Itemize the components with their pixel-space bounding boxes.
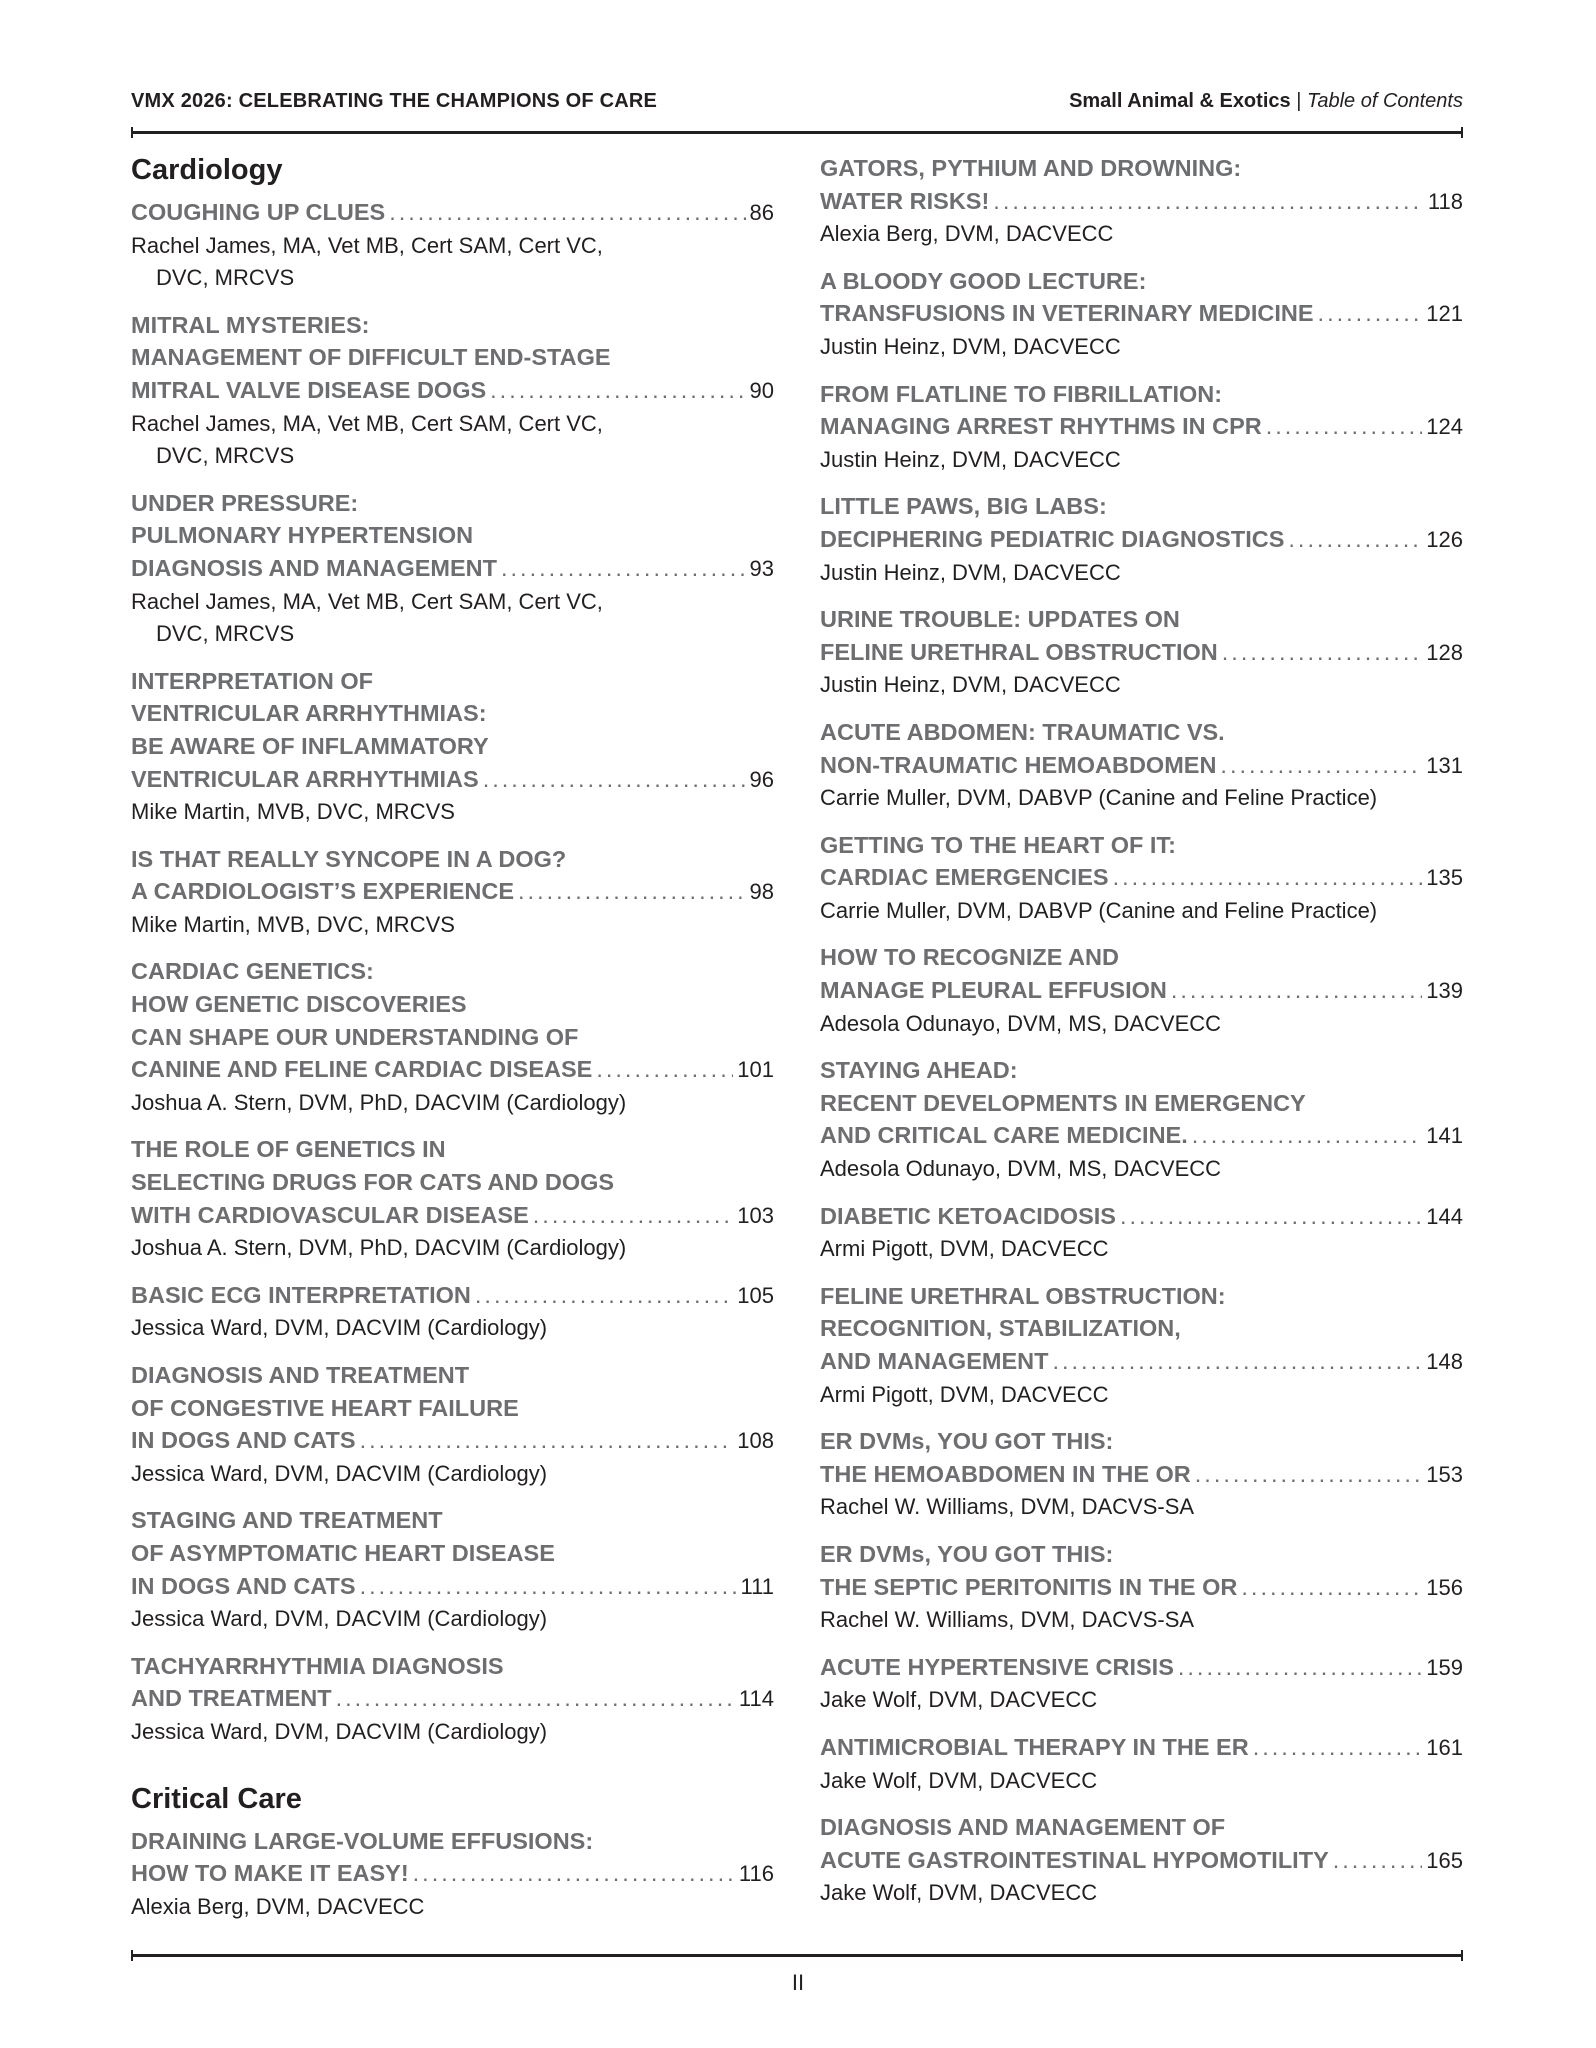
entry-author: DVC, MRCVS — [156, 621, 295, 647]
toc-entry[interactable] — [820, 603, 1463, 702]
toc-entry[interactable] — [820, 490, 1463, 589]
entry-title-text: LITTLE PAWS, BIG LABS: — [820, 493, 1107, 520]
toc-entry[interactable] — [820, 1651, 1463, 1717]
entry-title-text: DRAINING LARGE-VOLUME EFFUSIONS: — [131, 1827, 594, 1854]
publication-title: VMX 2026: CELEBRATING THE CHAMPIONS OF CARE — [131, 90, 658, 112]
page-number-ref[interactable]: 98 — [749, 879, 774, 905]
page-number-ref[interactable]: 131 — [1426, 752, 1463, 778]
dot-leader — [1222, 636, 1423, 669]
entry-title-line — [131, 196, 774, 230]
entry-title-line — [820, 603, 1463, 636]
entry-title-line — [131, 1504, 774, 1537]
entry-title-line — [820, 265, 1463, 298]
entry-title-text: AND MANAGEMENT — [820, 1348, 1049, 1374]
entry-title-text: ER DVMs, YOU GOT THIS: — [820, 1428, 1114, 1455]
entry-title-text: MANAGING ARREST RHYTHMS IN CPR — [820, 413, 1262, 440]
entry-title-text: DIAGNOSIS AND MANAGEMENT OF — [820, 1814, 1226, 1841]
entry-title-line — [820, 1087, 1463, 1120]
toc-entry[interactable] — [131, 309, 774, 473]
entry-author: Rachel James, MA, Vet MB, Cert SAM, Cert VC, — [131, 588, 603, 614]
entry-title-line — [820, 1054, 1463, 1087]
toc-entry[interactable] — [820, 1054, 1463, 1185]
entry-title-line — [131, 875, 774, 909]
entry-title-line — [820, 1651, 1463, 1685]
page-number-ref[interactable]: 108 — [737, 1428, 774, 1454]
entry-author: Jake Wolf, DVM, DACVECC — [820, 1687, 1098, 1713]
entry-author: Rachel James, MA, Vet MB, Cert SAM, Cert VC, — [131, 410, 603, 436]
entry-title-text: THE SEPTIC PERITONITIS IN THE OR — [820, 1573, 1238, 1600]
toc-entry[interactable] — [131, 1650, 774, 1749]
entry-title-line — [131, 697, 774, 730]
entry-title-text: AND CRITICAL CARE MEDICINE. — [820, 1122, 1188, 1149]
entry-author: Justin Heinz, DVM, DACVECC — [820, 559, 1121, 585]
toc-entry[interactable] — [820, 716, 1463, 815]
entry-title-line — [131, 955, 774, 988]
entry-title-line — [131, 341, 774, 374]
entry-title-line — [131, 1021, 774, 1054]
entry-title-text: ER DVMs, YOU GOT THIS: — [820, 1540, 1114, 1567]
dot-leader — [518, 875, 746, 908]
page-number-ref[interactable]: 90 — [749, 377, 774, 403]
header-rule — [131, 131, 1463, 134]
page-number-ref[interactable]: 128 — [1426, 639, 1463, 665]
entry-title-line — [820, 716, 1463, 749]
entry-title-line — [131, 309, 774, 342]
entry-title-text: CARDIAC GENETICS: — [131, 958, 374, 985]
entry-title-text: MANAGE PLEURAL EFFUSION — [820, 977, 1167, 1004]
page-number-ref[interactable]: 141 — [1426, 1123, 1463, 1149]
toc-entry[interactable] — [131, 1279, 774, 1345]
toc-entry[interactable] — [820, 1811, 1463, 1910]
page-number-ref[interactable]: 156 — [1426, 1574, 1463, 1600]
dot-leader — [1288, 523, 1422, 556]
entry-title-text: GATORS, PYTHIUM AND DROWNING: — [820, 155, 1242, 181]
entry-title-line — [131, 1537, 774, 1570]
page-number-ref[interactable]: 153 — [1426, 1461, 1463, 1487]
entry-title-line — [820, 410, 1463, 444]
dot-leader — [1195, 1458, 1423, 1491]
entry-author: DVC, MRCVS — [156, 443, 295, 469]
toc-entry[interactable] — [131, 665, 774, 829]
toc-entry[interactable] — [131, 1825, 774, 1924]
toc-entry[interactable] — [131, 196, 774, 295]
entry-title-text: ACUTE ABDOMEN: TRAUMATIC VS. — [820, 718, 1225, 745]
entry-author: Armi Pigott, DVM, DACVECC — [820, 1381, 1109, 1407]
page-number-ref[interactable]: 101 — [737, 1057, 774, 1083]
entry-author: Jessica Ward, DVM, DACVIM (Cardiology) — [131, 1606, 548, 1632]
entry-title-line — [820, 378, 1463, 411]
entry-title-text: HOW GENETIC DISCOVERIES — [131, 991, 467, 1018]
entry-title-text: CAN SHAPE OUR UNDERSTANDING OF — [131, 1023, 579, 1050]
entry-title-line — [820, 829, 1463, 862]
entry-author: Jake Wolf, DVM, DACVECC — [820, 1767, 1098, 1793]
entry-author: Rachel W. Williams, DVM, DACVS-SA — [820, 1494, 1195, 1520]
dot-leader — [1171, 974, 1422, 1007]
entry-title-text: VENTRICULAR ARRHYTHMIAS: — [131, 700, 487, 727]
entry-author: Justin Heinz, DVM, DACVECC — [820, 446, 1121, 472]
entry-title-text: MITRAL VALVE DISEASE DOGS — [131, 376, 487, 403]
entry-title-line — [820, 941, 1463, 974]
entry-author: Rachel James, MA, Vet MB, Cert SAM, Cert VC, — [131, 232, 603, 258]
entry-title-text: NON-TRAUMATIC HEMOABDOMEN — [820, 751, 1217, 778]
entry-title-text: MITRAL MYSTERIES: — [131, 311, 370, 338]
entry-title-line — [820, 1119, 1463, 1153]
entry-title-text: DIAGNOSIS AND MANAGEMENT — [131, 554, 497, 581]
dot-leader — [1052, 1345, 1422, 1378]
dot-leader — [1318, 297, 1423, 330]
separator: | — [1296, 90, 1302, 112]
toc-entry[interactable] — [820, 1731, 1463, 1797]
page-number-ref[interactable]: 121 — [1426, 301, 1463, 327]
toc-entry[interactable] — [131, 487, 774, 651]
entry-title-text: MANAGEMENT OF DIFFICULT END-STAGE — [131, 344, 611, 371]
entry-title-text: UNDER PRESSURE: — [131, 489, 359, 516]
toc-entry[interactable] — [820, 1200, 1463, 1266]
entry-author: Alexia Berg, DVM, DACVECC — [131, 1893, 425, 1919]
entry-title-line — [131, 1359, 774, 1392]
entry-title-line — [131, 1053, 774, 1087]
page-number-ref[interactable]: 116 — [738, 1861, 774, 1887]
entry-title-text: STAYING AHEAD: — [820, 1057, 1018, 1084]
entry-title-text: IN DOGS AND CATS — [131, 1572, 356, 1599]
page-number-ref[interactable]: 114 — [738, 1686, 774, 1712]
dot-leader — [475, 1279, 733, 1312]
entry-title-line — [131, 763, 774, 797]
entry-title-text: TRANSFUSIONS IN VETERINARY MEDICINE — [820, 300, 1314, 327]
page-number-ref[interactable]: 135 — [1426, 865, 1463, 891]
page-number-ref[interactable]: 86 — [749, 200, 774, 225]
entry-title-line — [820, 1280, 1463, 1313]
entry-author: Jake Wolf, DVM, DACVECC — [820, 1880, 1098, 1906]
entry-title-line — [131, 1825, 774, 1858]
toc-entry[interactable] — [131, 1133, 774, 1264]
dot-leader — [483, 763, 746, 796]
toc-entry[interactable] — [131, 843, 774, 942]
entry-title-text: CANINE AND FELINE CARDIAC DISEASE — [131, 1056, 593, 1083]
entry-title-text: ANTIMICROBIAL THERAPY IN THE ER — [820, 1733, 1249, 1760]
entry-title-text: DECIPHERING PEDIATRIC DIAGNOSTICS — [820, 525, 1285, 552]
entry-title-line — [820, 749, 1463, 783]
entry-title-line — [820, 636, 1463, 670]
entry-title-line — [131, 519, 774, 552]
page-number-ref[interactable]: 103 — [737, 1202, 774, 1228]
entry-title-line — [820, 523, 1463, 557]
entry-title-text: HOW TO MAKE IT EASY! — [131, 1860, 409, 1887]
section-name: Small Animal & Exotics — [1069, 90, 1291, 112]
entry-title-text: WITH CARDIOVASCULAR DISEASE — [131, 1201, 529, 1228]
page-number-ref[interactable]: 139 — [1426, 978, 1463, 1004]
page-number-ref[interactable]: 126 — [1426, 526, 1463, 552]
entry-title-text: GETTING TO THE HEART OF IT: — [820, 831, 1176, 858]
section-heading: Critical Care — [131, 1782, 302, 1815]
page-number-ref[interactable]: 93 — [749, 555, 774, 581]
entry-title-line — [131, 1650, 774, 1683]
entry-title-text: ACUTE HYPERTENSIVE CRISIS — [820, 1653, 1174, 1680]
dot-leader — [1178, 1651, 1422, 1684]
entry-title-line — [820, 490, 1463, 523]
entry-author: Mike Martin, MVB, DVC, MRCVS — [131, 911, 455, 937]
page-number: II — [791, 1970, 805, 1995]
entry-title-line — [820, 1312, 1463, 1345]
entry-author: DVC, MRCVS — [156, 265, 295, 291]
entry-title-text: STAGING AND TREATMENT — [131, 1507, 443, 1534]
dot-leader — [1266, 410, 1423, 443]
entry-title-text: CARDIAC EMERGENCIES — [820, 864, 1109, 891]
entry-author: Jessica Ward, DVM, DACVIM (Cardiology) — [131, 1460, 548, 1486]
dot-leader — [389, 196, 745, 229]
dot-leader — [1220, 749, 1422, 782]
dot-leader — [336, 1682, 735, 1715]
entry-title-line — [131, 730, 774, 763]
entry-title-line — [131, 552, 774, 586]
entry-title-text: OF ASYMPTOMATIC HEART DISEASE — [131, 1539, 555, 1566]
entry-title-line — [820, 974, 1463, 1008]
entry-title-text: FELINE URETHRAL OBSTRUCTION — [820, 638, 1218, 665]
entry-title-text: ACUTE GASTROINTESTINAL HYPOMOTILITY — [820, 1846, 1329, 1873]
dot-leader — [1253, 1731, 1423, 1764]
dot-leader — [413, 1857, 735, 1890]
entry-author: Joshua A. Stern, DVM, PhD, DACVIM (Cardiology) — [131, 1089, 627, 1115]
entry-title-line — [131, 1166, 774, 1199]
dot-leader — [360, 1424, 734, 1457]
toc-entry[interactable] — [131, 1359, 774, 1490]
entry-title-text: HOW TO RECOGNIZE AND — [820, 944, 1119, 971]
entry-title-line — [820, 297, 1463, 331]
entry-author: Armi Pigott, DVM, DACVECC — [820, 1236, 1109, 1262]
page-number-ref[interactable]: 118 — [1427, 188, 1463, 214]
entry-title-line — [131, 1279, 774, 1313]
entry-title-line — [131, 843, 774, 876]
entry-title-line — [820, 185, 1463, 219]
dot-leader — [596, 1053, 733, 1086]
toc-entry[interactable] — [131, 1504, 774, 1635]
entry-title-line — [820, 1425, 1463, 1458]
page-number-ref[interactable]: 165 — [1426, 1847, 1463, 1873]
entry-title-line — [131, 374, 774, 408]
dot-leader — [1113, 861, 1423, 894]
entry-title-line — [131, 665, 774, 698]
entry-title-line — [820, 1538, 1463, 1571]
entry-title-text: VENTRICULAR ARRHYTHMIAS — [131, 765, 479, 792]
page-number-ref[interactable]: 124 — [1426, 414, 1463, 440]
entry-author: Adesola Odunayo, DVM, MS, DACVECC — [820, 1010, 1222, 1036]
entry-title-line — [820, 861, 1463, 895]
entry-title-line — [820, 1731, 1463, 1765]
entry-author: Justin Heinz, DVM, DACVECC — [820, 672, 1121, 698]
entry-title-text: FROM FLATLINE TO FIBRILLATION: — [820, 380, 1223, 407]
toc-entry[interactable] — [820, 152, 1463, 251]
entry-title-line — [820, 1811, 1463, 1844]
page-number-ref[interactable]: 161 — [1426, 1734, 1463, 1760]
entry-title-text: AND TREATMENT — [131, 1685, 332, 1712]
left-column — [131, 150, 774, 1937]
entry-author: Alexia Berg, DVM, DACVECC — [820, 221, 1114, 247]
dot-leader — [1241, 1571, 1422, 1604]
entry-title-line — [820, 1844, 1463, 1878]
toc-entry[interactable] — [131, 955, 774, 1119]
footer-rule — [131, 1954, 1463, 1957]
entry-title-text: RECOGNITION, STABILIZATION, — [820, 1315, 1181, 1342]
page-number-ref[interactable]: 159 — [1426, 1654, 1463, 1680]
entry-title-line — [820, 152, 1463, 185]
section-heading: Cardiology — [131, 154, 283, 186]
entry-title-text: INTERPRETATION OF — [131, 667, 373, 694]
entry-title-line — [820, 1200, 1463, 1234]
entry-title-text: THE HEMOABDOMEN IN THE OR — [820, 1460, 1191, 1487]
entry-title-text: COUGHING UP CLUES — [131, 199, 386, 225]
entry-author: Adesola Odunayo, DVM, MS, DACVECC — [820, 1156, 1222, 1182]
entry-title-text: WATER RISKS! — [820, 187, 990, 214]
entry-author: Joshua A. Stern, DVM, PhD, DACVIM (Cardiology) — [131, 1235, 627, 1261]
entry-title-line — [131, 988, 774, 1021]
dot-leader — [501, 552, 746, 585]
entry-title-text: BASIC ECG INTERPRETATION — [131, 1281, 471, 1308]
entry-title-text: A CARDIOLOGIST’S EXPERIENCE — [131, 878, 515, 905]
entry-author: Mike Martin, MVB, DVC, MRCVS — [131, 799, 455, 825]
entry-title-text: DIAGNOSIS AND TREATMENT — [131, 1362, 470, 1388]
entry-title-text: DIABETIC KETOACIDOSIS — [820, 1202, 1116, 1229]
dot-leader — [1120, 1200, 1422, 1233]
entry-title-text: BE AWARE OF INFLAMMATORY — [131, 732, 489, 759]
entry-title-text: THE ROLE OF GENETICS IN — [131, 1136, 446, 1163]
page-number-ref[interactable]: 96 — [749, 766, 774, 792]
entry-title-line — [131, 1424, 774, 1458]
entry-title-line — [820, 1345, 1463, 1379]
page-number-ref[interactable]: 148 — [1426, 1349, 1463, 1374]
entry-title-text: IS THAT REALLY SYNCOPE IN A DOG? — [131, 845, 567, 872]
page-number-ref[interactable]: 105 — [737, 1282, 774, 1308]
entry-author: Rachel W. Williams, DVM, DACVS-SA — [820, 1607, 1195, 1633]
dot-leader — [993, 185, 1424, 218]
entry-title-line — [131, 1133, 774, 1166]
entry-title-text: RECENT DEVELOPMENTS IN EMERGENCY — [820, 1089, 1306, 1116]
entry-title-line — [131, 1199, 774, 1233]
entry-author: Jessica Ward, DVM, DACVIM (Cardiology) — [131, 1315, 548, 1341]
entry-title-text: PULMONARY HYPERTENSION — [131, 522, 474, 549]
entry-author: Carrie Muller, DVM, DABVP (Canine and Feline Practice) — [820, 897, 1378, 923]
entry-author: Carrie Muller, DVM, DABVP (Canine and Feline Practice) — [820, 785, 1378, 811]
dot-leader — [360, 1570, 737, 1603]
dot-leader — [533, 1199, 734, 1232]
entry-title-text: SELECTING DRUGS FOR CATS AND DOGS — [131, 1169, 615, 1196]
entry-title-text: OF CONGESTIVE HEART FAILURE — [131, 1394, 519, 1421]
dot-leader — [1333, 1844, 1423, 1877]
entry-title-text: A BLOODY GOOD LECTURE: — [820, 267, 1147, 294]
toc-entry[interactable] — [820, 1538, 1463, 1637]
entry-title-text: FELINE URETHRAL OBSTRUCTION: — [820, 1282, 1226, 1309]
entry-title-line — [131, 1857, 774, 1891]
entry-title-line — [131, 1682, 774, 1716]
right-column — [820, 152, 1463, 1924]
entry-title-line — [820, 1458, 1463, 1492]
section-label — [1069, 90, 1463, 113]
entry-author: Justin Heinz, DVM, DACVECC — [820, 333, 1121, 359]
toc-entry[interactable] — [820, 829, 1463, 928]
page-number-ref[interactable]: 111 — [740, 1573, 774, 1599]
page-number-ref[interactable]: 144 — [1426, 1203, 1463, 1229]
toc-label: Table of Contents — [1306, 90, 1463, 112]
toc-entry[interactable] — [820, 265, 1463, 364]
entry-author: Jessica Ward, DVM, DACVIM (Cardiology) — [131, 1718, 548, 1744]
entry-title-text: IN DOGS AND CATS — [131, 1427, 356, 1454]
entry-title-line — [131, 487, 774, 520]
entry-title-text: URINE TROUBLE: UPDATES ON — [820, 606, 1180, 633]
entry-title-text: TACHYARRHYTHMIA DIAGNOSIS — [131, 1652, 504, 1679]
running-header — [131, 90, 1463, 120]
toc-entry[interactable] — [820, 378, 1463, 477]
entry-title-line — [820, 1571, 1463, 1605]
entry-title-line — [131, 1570, 774, 1604]
toc-entry[interactable] — [820, 1425, 1463, 1524]
dot-leader — [1192, 1119, 1423, 1152]
entry-title-line — [131, 1392, 774, 1425]
toc-entry[interactable] — [820, 941, 1463, 1040]
dot-leader — [490, 374, 745, 407]
toc-entry[interactable] — [820, 1280, 1463, 1411]
